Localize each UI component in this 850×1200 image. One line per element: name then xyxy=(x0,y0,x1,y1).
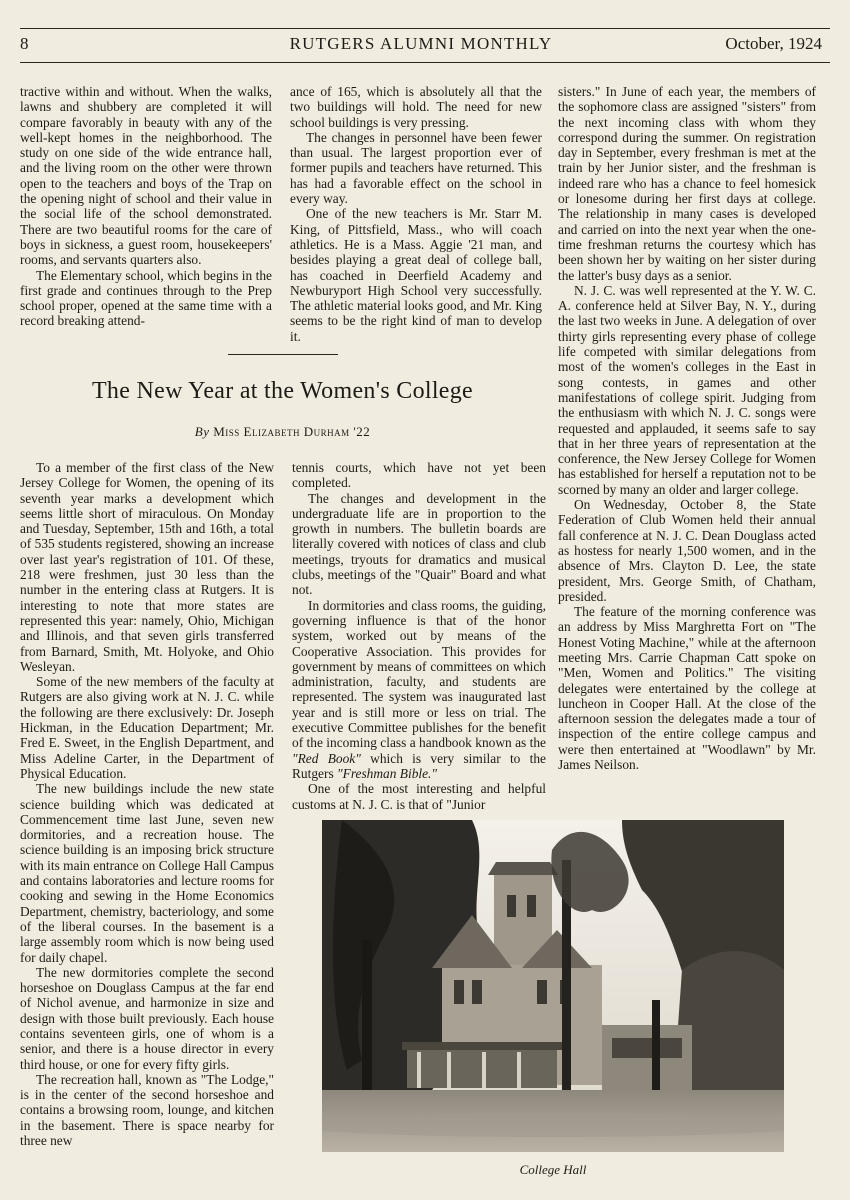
running-header xyxy=(20,34,822,58)
header-rule xyxy=(20,62,830,63)
paragraph-text: In dormitories and class rooms, the guiding, governing influence is that of the honor system, worked out by means of the Cooperative Association. This provides for government by means of committees on which administration, faculty, and students are represented. The system was inaugurated last year and is still more or less on trial. The executive Committee publishes for the benefit of the incoming class a handbook known as the xyxy=(292,597,546,751)
paragraph: tennis courts, which have not yet been completed. xyxy=(292,460,546,491)
college-hall-photo xyxy=(322,820,784,1152)
paragraph: The new buildings include the new state science building which was dedicated at Commencement time last June, seven new dormitories, and a recreation house. The science building is an imposing brick structure with its main entrance on College Hall Campus and contains laboratories and lecture rooms for cooking and sewing in the Home Economics Department, chemistry, bacteriology, and some of the liberal courses. In the basement is a large assembly room which is now being used for daily chapel. xyxy=(20,781,274,965)
issue-date: October, 1924 xyxy=(725,34,822,53)
author-name: Miss Elizabeth Durham xyxy=(213,424,350,439)
freshman-bible-title: "Freshman Bible." xyxy=(337,765,438,781)
article-column-1 xyxy=(20,460,274,1148)
paragraph-text: which is very similar to the Rutgers xyxy=(292,750,547,781)
paragraph: One of the most interesting and helpful customs at N. J. C. is that of "Junior xyxy=(292,781,546,812)
paragraph: sisters." In June of each year, the members of the sophomore class are assigned "sisters" from the next incoming class with whom they correspond during the summer. On registration day in September, every freshman is met at the train by her Junior sister, and the freshman is indeed rare who has a chance to feel homesick or lonesome during her first days at college. The relationship in many cases is developed and carried on into the next year when the one-time freshman returns the courtesy which has been shown her by waiting on her sister during the latter's busy days as a senior. xyxy=(558,84,816,283)
paragraph: N. J. C. was well represented at the Y. W. C. A. conference held at Silver Bay, N. Y., during the last two weeks in June. A delegation of over thirty girls representing every phase of college life competed with similar delegations from most of the women's colleges in the East in song contests, in games and other manifestations of college spirit. Judging from the enthusiasm with which N. J. C. songs were requested and applauded, it seems safe to say that in her three years of representation at the conference, the New Jersey College for Women has established for herself a reputation not to be scorned by many an older and larger college. xyxy=(558,282,816,497)
paragraph: The recreation hall, known as "The Lodge," is in the center of the second horseshoe and contains a browsing room, lounge, and kitchen in the basement. There is space nearby for three new xyxy=(20,1071,274,1149)
page-number: 8 xyxy=(20,34,29,53)
photo-caption: College Hall xyxy=(519,1162,587,1177)
magazine-title: RUTGERS ALUMNI MONTHLY xyxy=(289,34,553,53)
paragraph: The new dormitories complete the second horseshoe on Douglass Campus at the far end of Nichol avenue, and harmonize in size and design with those built previously. Each house contains seventeen girls, one of whom is a senior, and there is a house director in every third house, or one for every fifty girls. xyxy=(20,964,274,1072)
byline-prefix: By xyxy=(194,424,210,439)
section-divider xyxy=(228,354,338,355)
article-title: The New Year at the Women's College xyxy=(91,378,474,404)
paragraph: On Wednesday, October 8, the State Federation of Club Women held their annual fall conference at N. J. C. Dean Douglass acted as hostess for nearly 1,500 women, and in the absence of Mrs. Clayton D. Lee, the state president, Mrs. George Smith, of Chatham, presided. xyxy=(558,497,816,604)
article-column-3 xyxy=(558,84,816,772)
paragraph: The Elementary school, which begins in the first grade and continues through to the Prep school proper, opened at the same time with a record breaking attend- xyxy=(20,267,272,329)
paragraph: One of the new teachers is Mr. Starr M. King, of Pittsfield, Mass., who will coach athletics. He is a Mass. Aggie '21 man, and besides playing a great deal of college ball, has coached in Deerfield Academy and Newburyport High School very successfully. The athletic material looks good, and Mr. King seems to be the right kind of man to develop it. xyxy=(290,206,542,344)
paragraph: ance of 165, which is absolutely all that the two buildings will hold. The need for new school buildings is very pressing. xyxy=(290,84,542,130)
paragraph: The changes and development in the undergraduate life are in proportion to the growth in numbers. The bulletin boards are literally covered with notices of class and club meetings, tryouts for dramatics and musical clubs, meetings of the "Quair" Board and what not. xyxy=(292,490,546,598)
paragraph: The changes in personnel have been fewer than usual. The largest proportion ever of former pupils and teachers have returned. This has had a favorable effect on the school in every way. xyxy=(290,129,542,207)
top-rule xyxy=(20,28,830,29)
paragraph: The feature of the morning conference was an address by Miss Marghretta Fort on "The Honest Voting Machine," while at the afternoon meeting Mrs. Carrie Chapman Catt spoke on "Men, Women and Politics." The visiting delegates were entertained by the college at luncheon in Cooper Hall. At the close of the afternoon session the delegates made a tour of inspection of the entire college campus and were then entertained at "Woodlawn" by Mr. James Neilson. xyxy=(558,604,816,773)
paragraph: Some of the new members of the faculty at Rutgers are also giving work at N. J. C. while the following are there exclusively: Dr. Joseph Hickman, in the Education Department; Mr. Fred E. Sweet, in the English Department, and Miss Adeline Carter, in the Department of Physical Education. xyxy=(20,674,274,781)
top-middle-column xyxy=(290,84,542,344)
red-book-title: "Red Book" xyxy=(292,750,361,766)
article-byline xyxy=(20,424,545,440)
paragraph: To a member of the first class of the New Jersey College for Women, the opening of its seventh year marks a development which seems little short of miraculous. On Monday and Tuesday, September, 15th and 16th, a total of 535 students registered, showing an increase over last year's registration of 101. Of these, 218 were freshmen, just 30 less than the number in the entering class at Rutgers. It is interesting to note that more states are represented this year: namely, Ohio, Michigan and Illinois, and that seven girls transferred from Barnard, Smith, Mt. Holyoke, and Ohio Wesleyan. xyxy=(20,460,274,674)
article-column-2 xyxy=(292,460,546,812)
paragraph: tractive within and without. When the walks, lawns and shubbery are completed it will compare favorably in beauty with any of the well-kept homes in the neighborhood. The study on one side of the wide entrance hall, and the living room on the other were thrown open to the teachers and boys of the Trap on the opening night of school and their value in the social life of the school demonstrated. There are two beautiful rooms for the care of boys in sickness, a guest room, housekeepers' rooms, and servants quarters also. xyxy=(20,84,272,268)
photo-illustration xyxy=(322,820,784,1152)
author-class: '22 xyxy=(353,424,371,439)
top-left-column xyxy=(20,84,272,329)
paragraph xyxy=(292,598,546,782)
